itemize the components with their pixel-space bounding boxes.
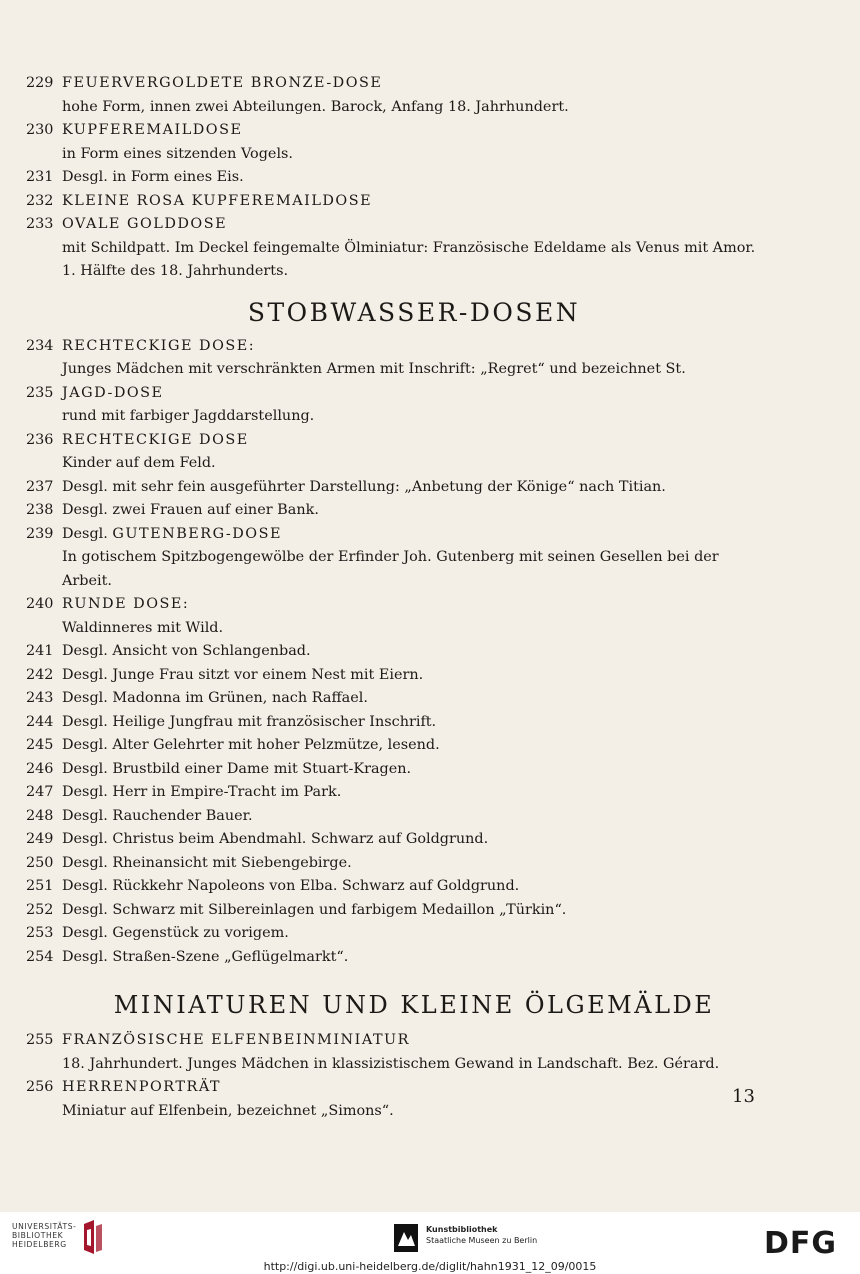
entry-text: Desgl. Madonna im Grünen, nach Raffael. [62,690,368,706]
entry-number: 236 [26,431,54,448]
entry-number: 232 [26,192,54,209]
catalog-entry [26,1076,766,1123]
entry-list-miniaturen [26,1029,766,1123]
entry-number: 235 [26,384,54,401]
dfg-logo[interactable]: DFG [764,1226,838,1261]
entry-title: RECHTECKIGE DOSE: [62,337,256,354]
entry-number: 249 [26,831,54,847]
catalog-entry [26,805,766,829]
entry-text: Desgl. Herr in Empire-Tracht im Park. [62,784,342,800]
entry-number: 255 [26,1032,54,1048]
catalog-entry [26,640,766,664]
entry-number: 242 [26,666,54,683]
catalog-entry [26,664,766,688]
entry-text: Desgl. Heilige Jungfrau mit französischer Inschrift. [62,713,437,730]
catalog-entry [26,382,766,429]
entry-text: Desgl. Straßen-Szene „Geflügelmarkt“. [62,948,349,965]
catalog-entry [26,734,766,758]
entry-title: KUPFEREMAILDOSE [62,122,243,138]
entry-number: 243 [26,690,54,706]
catalog-entry [26,213,766,284]
catalog-entry [26,758,766,782]
page-number: 13 [732,1086,755,1107]
entry-text: Desgl. Alter Gelehrter mit hoher Pelzmütze, lesend. [62,737,440,753]
permalink-url[interactable]: http://digi.ub.uni-heidelberg.de/diglit/hahn1931_12_09/0015 [263,1260,597,1273]
entry-title: OVALE GOLDDOSE [62,216,228,232]
catalog-entry [26,119,766,166]
entry-number: 252 [26,901,54,918]
catalog-entry [26,72,766,119]
entry-text: Desgl. Rheinansicht mit Siebengebirge. [62,854,352,871]
ub-heidelberg-text: UNIVERSITÄTS- BIBLIOTHEK HEIDELBERG [12,1222,77,1249]
entry-text: Desgl. in Form eines Eis. [62,169,244,185]
entry-number: 234 [26,337,54,354]
entry-number: 251 [26,878,54,894]
entry-description: Junges Mädchen mit verschränkten Armen mit Inschrift: „Regret“ und bezeichnet St. [62,361,686,377]
ub-heidelberg-logo[interactable] [12,1222,104,1254]
catalog-entry [26,687,766,711]
section-heading-stobwasser: STOBWASSER-DOSEN [247,297,581,327]
catalog-entry [26,429,766,476]
entry-description: Miniatur auf Elfenbein, bezeichnet „Simons“. [62,1102,394,1119]
entry-number: 245 [26,737,54,753]
entry-description: Waldinneres mit Wild. [62,619,224,636]
entry-number: 248 [26,807,54,824]
catalog-entry [26,852,766,876]
entry-number: 250 [26,854,54,871]
entry-description: Kinder auf dem Feld. [62,455,216,471]
entry-title: RUNDE DOSE: [62,596,190,612]
entry-number: 233 [26,216,54,232]
entry-number: 247 [26,784,54,800]
entry-list-boxes [26,72,766,284]
entry-text: Desgl. Schwarz mit Silbereinlagen und farbigem Medaillon „Türkin“. [62,901,567,918]
entry-number: 239 [26,525,54,542]
catalog-entry [26,476,766,500]
catalog-entry [26,946,766,970]
catalog-entry [26,166,766,190]
entry-prefix: Desgl. [62,525,113,542]
section-heading-miniaturen: MINIATUREN UND KLEINE ÖLGEMÄLDE [113,991,715,1019]
catalog-entry [26,190,766,214]
entry-title: KLEINE ROSA KUPFEREMAILDOSE [62,192,373,209]
kunstbibliothek-subtitle: Staatliche Museen zu Berlin [426,1236,538,1245]
entry-title: RECHTECKIGE DOSE [62,431,249,448]
entry-number: 237 [26,478,54,495]
entry-text: Desgl. Ansicht von Schlangenbad. [62,643,311,659]
kunstbibliothek-emblem-icon [394,1224,418,1252]
entry-title: FRANZÖSISCHE ELFENBEINMINIATUR [62,1032,411,1048]
entry-text: Desgl. Brustbild einer Dame mit Stuart-Kragen. [62,760,412,777]
catalog-entry [26,523,766,594]
catalog-entry [26,922,766,946]
catalog-entry [26,899,766,923]
entry-description: 1. Hälfte des 18. Jahrhunderts. [62,263,289,279]
ub-emblem-icon [82,1220,104,1254]
kunstbibliothek-name: Kunstbibliothek [426,1225,498,1234]
entry-number: 246 [26,760,54,777]
entry-number: 244 [26,713,54,730]
entry-text: Desgl. mit sehr fein ausgeführter Darstellung: „Anbetung der Könige“ nach Titian. [62,478,666,495]
entry-number: 256 [26,1079,54,1095]
entry-title: FEUERVERGOLDETE BRONZE-DOSE [62,75,383,91]
entry-number: 238 [26,502,54,518]
catalog-entry [26,335,766,382]
entry-description: rund mit farbiger Jagddarstellung. [62,408,315,424]
entry-title: GUTENBERG-DOSE [112,525,282,542]
catalog-entry [26,828,766,852]
entry-text: Desgl. Junge Frau sitzt vor einem Nest mit Eiern. [62,666,424,683]
entry-text: Desgl. Gegenstück zu vorigem. [62,925,289,941]
catalog-entry [26,711,766,735]
entry-text: Desgl. Rauchender Bauer. [62,807,253,824]
entry-number: 253 [26,925,54,941]
entry-description: mit Schildpatt. Im Deckel feingemalte Ölminiatur: Französische Edeldame als Venus mit Amor. [62,239,756,256]
entry-text: Desgl. zwei Frauen auf einer Bank. [62,502,319,518]
kunstbibliothek-logo[interactable] [394,1224,537,1252]
digitization-footer [0,1212,860,1274]
entry-number: 231 [26,169,54,185]
catalog-entry [26,1029,766,1076]
entry-number: 230 [26,122,54,138]
catalog-entry [26,499,766,523]
catalog-entry [26,593,766,640]
entry-number: 254 [26,948,54,965]
entry-description: In gotischem Spitzbogengewölbe der Erfinder Joh. Gutenberg mit seinen Gesellen bei der Arbeit. [62,549,719,589]
entry-text: Desgl. Christus beim Abendmahl. Schwarz auf Goldgrund. [62,831,489,847]
entry-description: 18. Jahrhundert. Junges Mädchen in klassizistischem Gewand in Landschaft. Bez. Gérard. [62,1055,720,1072]
entry-description: hohe Form, innen zwei Abteilungen. Barock, Anfang 18. Jahrhundert. [62,98,569,115]
entry-title: HERRENPORTRÄT [62,1079,222,1095]
entry-description: in Form eines sitzenden Vogels. [62,145,294,162]
entry-list-stobwasser [26,335,766,970]
catalog-entry [26,781,766,805]
catalog-content [26,72,766,1123]
entry-text: Desgl. Rückkehr Napoleons von Elba. Schwarz auf Goldgrund. [62,878,520,894]
entry-number: 240 [26,596,54,612]
catalog-entry [26,875,766,899]
entry-title: JAGD-DOSE [62,384,164,401]
entry-number: 229 [26,75,54,91]
entry-number: 241 [26,643,54,659]
